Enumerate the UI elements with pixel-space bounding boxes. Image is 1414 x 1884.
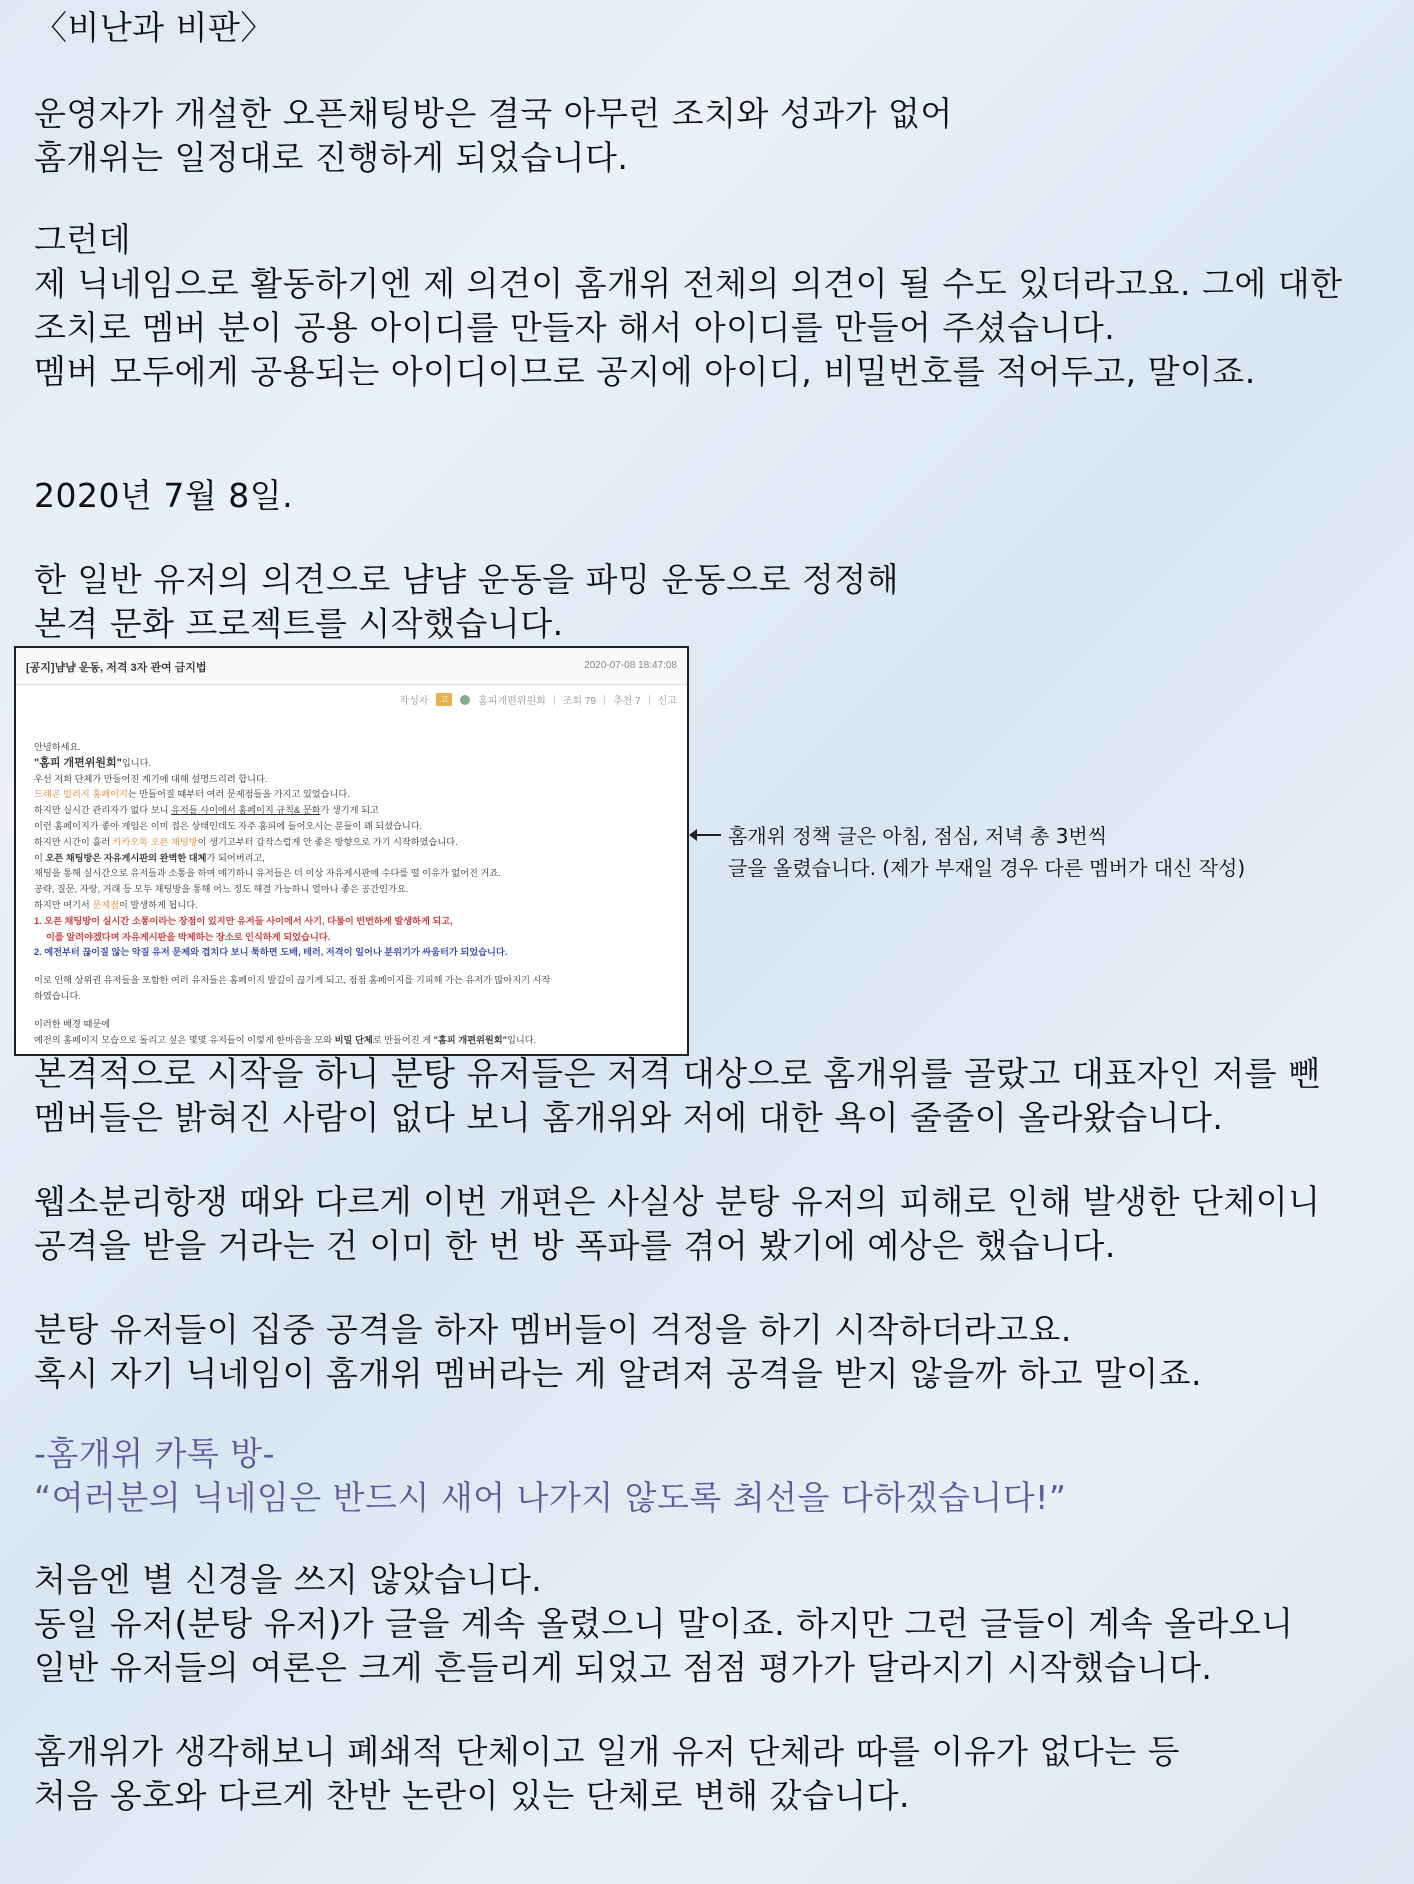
notice-line: 이를 알려야겠다며 자유게시판을 박제하는 장소로 인식하게 되었습니다. xyxy=(46,931,331,942)
paragraph-line: 한 일반 유저의 의견으로 냠냠 운동을 파밍 운동으로 정정해 xyxy=(34,560,899,599)
divider xyxy=(554,695,555,705)
notice-line: 이러한 배경 때문에 xyxy=(34,1018,111,1029)
notice-line: 안녕하세요. xyxy=(34,742,81,752)
author-name: 홈피개편위원회 xyxy=(478,696,546,707)
notice-line: 이런 홈페이지가 좋아 게임은 이미 접은 상태인데도 자주 홈피에 들어오시는 분들이 꽤 되셨습니다. xyxy=(34,820,423,831)
paragraph-line: 처음 옹호와 다르게 찬반 논란이 있는 단체로 변해 갔습니다. xyxy=(34,1776,910,1815)
divider xyxy=(604,695,605,705)
paragraph-line: 조치로 멤버 분이 공용 아이디를 만들자 해서 아이디를 만들어 주셨습니다. xyxy=(34,308,1116,347)
notice-line: 이로 인해 상위권 유저들을 포함한 여러 유저들은 홈페이지 발길이 끊기게 되고, 점점 홈페이지를 기피해 가는 유저가 많아지기 시작 xyxy=(34,975,551,986)
report-link[interactable]: 신고 xyxy=(657,696,677,707)
notice-line: 이 오픈 채팅방은 자유게시판의 완벽한 대체가 되어버리고, xyxy=(34,852,265,863)
paragraph-line: 홈개위가 생각해보니 폐쇄적 단체이고 일개 유저 단체라 따를 이유가 없다는 등 xyxy=(34,1732,1180,1771)
paragraph-line: 멤버 모두에게 공용되는 아이디이므로 공지에 아이디, 비밀번호를 적어두고, 말이죠. xyxy=(34,352,1256,391)
divider xyxy=(649,695,650,705)
paragraph-line: 그런데 xyxy=(34,220,132,259)
paragraph-line: 제 닉네임으로 활동하기엔 제 의견이 홈개위 전체의 의견이 될 수도 있더라고요. 그에 대한 xyxy=(34,264,1343,303)
notice-line: 하지만 여기서 문제점이 발생하게 됩니다. xyxy=(34,899,198,910)
paragraph-line: 일반 유저들의 여론은 크게 흔들리게 되었고 점점 평가가 달라지기 시작했습니다. xyxy=(34,1648,1213,1687)
notice-meta xyxy=(399,692,677,707)
notice-line: 예전의 홈페이지 모습으로 돌리고 싶은 몇몇 유저들이 이렇게 한마음을 모와 비밀 단체로 만들어진 게 "홈피 개편위원회"입니다. xyxy=(34,1034,537,1045)
notice-line: 하지만 실시간 관리자가 없다 보니 유저들 사이에서 홈페이지 규칙& 문화가 생기게 되고 xyxy=(34,805,379,816)
notice-line: 공략, 질문, 자랑, 거래 등 모두 채팅방을 통해 어느 정도 해결 가능하니 얼마나 좋은 공간인가요. xyxy=(34,884,409,895)
notice-line: 1. 오픈 채팅방이 실시간 소통이라는 장점이 있지만 유저들 사이에서 사기, 다툼이 빈번하게 발생하게 되고, xyxy=(34,915,453,926)
section-heading: 〈비난과 비판〉 xyxy=(34,8,274,47)
notice-line: 하였습니다. xyxy=(34,990,81,1001)
paragraph-line: 혹시 자기 닉네임이 홈개위 멤버라는 게 알려져 공격을 받지 않을까 하고 말이죠. xyxy=(34,1354,1202,1393)
notice-line: "홈피 개편위원회"입니다. xyxy=(34,756,152,769)
notice-line: 2. 예전부터 끊이질 않는 악질 유저 문제와 겹치다 보니 툭하면 도배, 테러, 저격이 일어나 분위기가 싸움터가 되었습니다. xyxy=(34,947,508,958)
notice-body xyxy=(34,740,677,1048)
quote-source: -홈개위 카톡 방- xyxy=(34,1434,276,1473)
quote-text: “여러분의 닉네임은 반드시 새어 나가지 않도록 최선을 다하겠습니다!” xyxy=(34,1478,1067,1517)
notice-line: 드래곤 빌리지 홈페이지는 만들어질 때부터 여러 문제점들을 가지고 있었습니다. xyxy=(34,789,350,800)
notice-screenshot xyxy=(14,646,689,1056)
side-note-line: 글을 올렸습니다. (제가 부재일 경우 다른 멤버가 대신 작성) xyxy=(728,856,1246,880)
paragraph-line: 처음엔 별 신경을 쓰지 않았습니다. xyxy=(34,1560,543,1599)
paragraph-line: 웹소분리항쟁 때와 다르게 이번 개편은 사실상 분탕 유저의 피해로 인해 발생한 단체이니 xyxy=(34,1182,1321,1221)
view-count: 조회 79 xyxy=(562,696,596,707)
author-label: 작성자 xyxy=(399,696,429,707)
paragraph-line: 본격적으로 시작을 하니 분탕 유저들은 저격 대상으로 홈개위를 골랐고 대표자인 저를 뺀 xyxy=(34,1054,1321,1093)
author-avatar-icon xyxy=(460,695,470,705)
notice-header xyxy=(16,648,687,685)
notice-line: 하지만 시간이 흘러 카카오톡 오픈 채팅방이 생기고부터 갑작스럽게 안 좋은 방향으로 가기 시작하였습니다. xyxy=(34,836,458,847)
recommend-count: 추천 7 xyxy=(613,696,641,707)
author-badge: 고 xyxy=(436,693,452,706)
paragraph-line: 동일 유저(분탕 유저)가 글을 계속 올렸으니 말이죠. 하지만 그런 글들이 계속 올라오니 xyxy=(34,1604,1294,1643)
paragraph-line: 홈개위는 일정대로 진행하게 되었습니다. xyxy=(34,138,629,177)
notice-line: 우선 저희 단체가 만들어진 계기에 대해 설명드리려 합니다. xyxy=(34,773,268,784)
paragraph-line: 본격 문화 프로젝트를 시작했습니다. xyxy=(34,604,564,643)
notice-datetime: 2020-07-08 18:47:08 xyxy=(584,660,677,671)
side-note-line: 홈개위 정책 글은 아침, 점심, 저녁 총 3번씩 xyxy=(728,824,1108,848)
paragraph-line: 분탕 유저들이 집중 공격을 하자 멤버들이 걱정을 하기 시작하더라고요. xyxy=(34,1310,1072,1349)
arrow-left-icon xyxy=(691,834,721,836)
paragraph-line: 공격을 받을 거라는 건 이미 한 번 방 폭파를 겪어 봤기에 예상은 했습니다. xyxy=(34,1226,1116,1265)
paragraph-line: 멤버들은 밝혀진 사람이 없다 보니 홈개위와 저에 대한 욕이 줄줄이 올라왔습니다. xyxy=(34,1098,1224,1137)
notice-title: [공지]냠냠 운동, 저격 3자 관여 금지법 xyxy=(26,662,207,674)
date-line: 2020년 7월 8일. xyxy=(34,476,294,515)
notice-line: 채팅을 통해 실시간으로 유저들과 소통을 하며 얘기하니 유저들은 더 이상 자유게시판에 수다를 떨 이유가 없어진 거죠. xyxy=(34,868,501,879)
paragraph-line: 운영자가 개설한 오픈채팅방은 결국 아무런 조치와 성과가 없어 xyxy=(34,94,953,133)
